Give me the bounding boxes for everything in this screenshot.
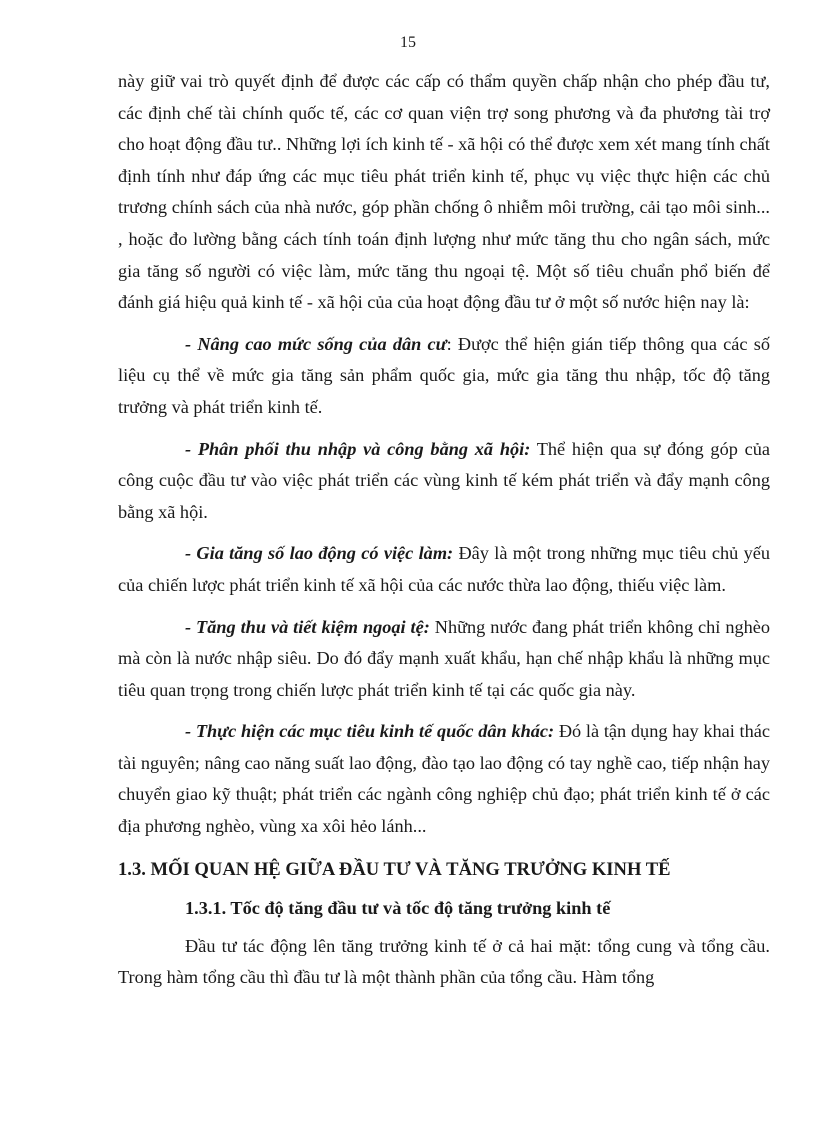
criterion-lead: - Tăng thu và tiết kiệm ngoại tệ: bbox=[185, 616, 430, 637]
page-number: 15 bbox=[400, 34, 416, 51]
subsection-heading: 1.3.1. Tốc độ tăng đầu tư và tốc độ tăng trưởng kinh tế bbox=[185, 897, 611, 918]
criterion-text: Đây là một trong những mục tiêu chủ yếu của chiến lược phát triển kinh tế xã hội của các nước thừa lao động, thiếu việc làm. bbox=[118, 543, 770, 595]
criterion-text: : Được thể hiện gián tiếp thông qua các số liệu cụ thể về mức gia tăng sản phẩm quốc gia, mức gia tăng thu nhập, tốc độ tăng trưởng và phát triển kinh tế. bbox=[118, 333, 770, 417]
criterion-paragraph bbox=[118, 434, 770, 529]
page-body bbox=[118, 66, 770, 994]
section-heading: 1.3. MỐI QUAN HỆ GIỮA ĐẦU TƯ VÀ TĂNG TRƯỞNG KINH TẾ bbox=[118, 858, 671, 880]
criterion-text: Đó là tận dụng hay khai thác tài nguyên; nâng cao năng suất lao động, đào tạo lao động có tay nghề cao, tiếp nhận hay chuyển giao kỹ thuật; phát triển các ngành công nghiệp chủ đạo; phát triển kinh tế ở các địa phương nghèo, vùng xa xôi hẻo lánh... bbox=[118, 721, 770, 837]
intro-paragraph: này giữ vai trò quyết định để được các cấp có thẩm quyền chấp nhận cho phép đầu tư, các định chế tài chính quốc tế, các cơ quan viện trợ song phương và đa phương tài trợ cho hoạt động đầu tư.. Những lợi ích kinh tế - xã hội có thể được xem xét mang tính chất định tính như đáp ứng các mục tiêu phát triển kinh tế, phục vụ việc thực hiện các chủ trương chính sách của nhà nước, góp phần chống ô nhiễm môi trường, cải tạo môi sinh... , hoặc đo lường bằng cách tính toán định lượng như mức tăng thu cho ngân sách, mức gia tăng số người có việc làm, mức tăng thu ngoại tệ. Một số tiêu chuẩn phổ biến để đánh giá hiệu quả kinh tế - xã hội của của hoạt động đầu tư ở một số nước hiện nay là: bbox=[118, 71, 770, 313]
criterion-text: Những nước đang phát triển không chỉ nghèo mà còn là nước nhập siêu. Do đó đẩy mạnh xuất khẩu, hạn chế nhập khẩu là những mục tiêu quan trọng trong chiến lược phát triển kinh tế tại các quốc gia này. bbox=[118, 616, 770, 700]
criterion-lead: - Nâng cao mức sống của dân cư bbox=[185, 333, 447, 354]
criterion-paragraph bbox=[118, 716, 770, 842]
criterion-lead: - Phân phối thu nhập và công bằng xã hội: bbox=[185, 438, 531, 459]
criterion-lead: - Gia tăng số lao động có việc làm: bbox=[185, 543, 454, 564]
criterion-text: Thể hiện qua sự đóng góp của công cuộc đầu tư vào việc phát triển các vùng kinh tế kém phát triển và đẩy mạnh công bằng xã hội. bbox=[118, 438, 770, 522]
criterion-lead: - Thực hiện các mục tiêu kinh tế quốc dân khác: bbox=[185, 721, 555, 742]
criterion-paragraph bbox=[118, 612, 770, 707]
criterion-paragraph bbox=[118, 538, 770, 601]
criterion-paragraph bbox=[118, 329, 770, 424]
section-paragraph: Đầu tư tác động lên tăng trưởng kinh tế ở cả hai mặt: tổng cung và tổng cầu. Trong hàm tổng cầu thì đầu tư là một thành phần của tổng cầu. Hàm tổng bbox=[118, 935, 770, 988]
